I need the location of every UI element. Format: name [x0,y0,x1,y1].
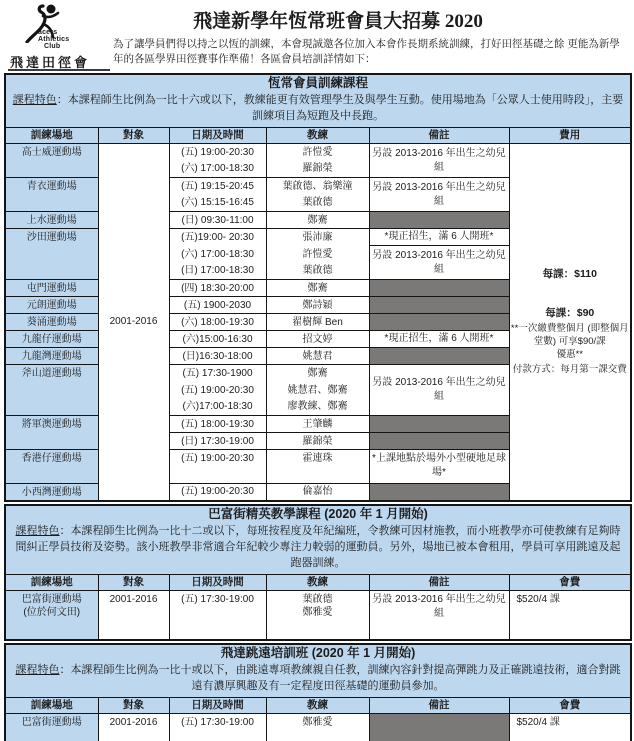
venue-cell: 小西灣運動場 [5,484,98,501]
remark-empty-cell [369,297,509,314]
coach-cell: 鄭騫 [266,212,369,229]
venue-cell: 香港仔運動場 [5,450,98,484]
schedule-cell: (日)16:30-18:00 [169,348,266,365]
target-cell: 2001-2016 [98,591,169,641]
coach-cell: 翟樹輝 Ben [266,314,369,331]
coach-name: 鄭雅愛 [302,607,333,618]
schedule-cell: (五) 19:15-20:45 [169,178,266,195]
table3-header-row [5,698,631,714]
feature-text: ：本課程師生比例為一比十二或以下，每班按程度及年紀編班，令教練可因材施教，而小班教學亦可使教練有足夠時間糾正學員技術及姿勢。該小班教學非常適合年紀較少專注力較弱的運動員。另外，場地已被本會租用，學員可享用跳遠及起跑器訓練。 [15,525,621,569]
col-venue: 訓練場地 [5,698,98,714]
remark-empty-cell [369,433,509,450]
schedule-cell: (六)15:00-16:30 [169,331,266,348]
schedule-cell: (五) 18:00-19:30 [169,416,266,433]
remark-empty-cell [369,314,509,331]
venue-cell: 斧山道運動場 [5,365,98,416]
col-fee: 會費 [509,575,631,591]
venue-cell: 巴富街運動場 [5,714,98,741]
col-fee: 會費 [509,698,631,714]
table-row [5,144,631,161]
venue-cell: 青衣運動場 [5,178,98,212]
fee-per-class-110: 每課：$110 [542,267,597,280]
remark-empty-cell [369,714,509,741]
venue-cell: 屯門運動場 [5,280,98,297]
venue-cell: 九龍仔運動場 [5,331,98,348]
club-name-line: Club [44,43,61,50]
schedule-cell: (六) 17:00-18:30 [169,161,266,178]
table3-title: 飛達跳遠培訓班 (2020 年 1 月開始) [5,644,631,661]
target-cell: 2001-2016 [98,144,169,501]
col-remark: 備註 [369,575,509,591]
col-venue: 訓練場地 [5,575,98,591]
coach-cell: 廖教練、鄭騫 [266,399,369,416]
venue-cell: 上水運動場 [5,212,98,229]
schedule-cell: (日) 09:30-11:00 [169,212,266,229]
col-remark: 備註 [369,698,509,714]
venue-cell: 元朗運動場 [5,297,98,314]
coach-cell: 倫嘉怡 [266,484,369,501]
col-datetime: 日期及時間 [169,575,266,591]
coach-cell: 葉啟德、翁樂潼 [266,178,369,195]
table1-header-row [5,128,631,144]
fee-note: 優惠** [556,348,583,360]
schedule-cell: (五) 17:30-19:00 [169,591,266,641]
feature-label: 課程特色 [15,664,60,676]
coach-cell: 羅錦榮 [266,433,369,450]
schedule-cell: (五) 19:00-20:30 [169,382,266,399]
page-title: 飛達新學年恆常班會員大招募 2020 [193,11,483,32]
col-coach: 教練 [266,698,369,714]
table2-title: 巴富街精英教學課程 (2020 年 1 月開始) [5,505,631,522]
col-target: 對象 [98,698,169,714]
coach-cell [266,591,369,641]
coach-cell: 葉啟德 [266,263,369,280]
col-target: 對象 [98,575,169,591]
schedule-cell: (五) 1900-2030 [169,297,266,314]
schedule-cell: (六) 15:15-16:45 [169,195,266,212]
col-datetime: 日期及時間 [169,698,266,714]
fee-note: **一次繳費整個月 (即整個月堂數) 可享$90/課 [510,322,629,347]
remark-cell: 另設 2013-2016 年出生之幼兒組 [369,178,509,212]
venue-cell: 沙田運動場 [5,229,98,280]
club-name-zh: 飛達田徑會 [10,55,91,70]
feature-text: ：本課程師生比例為一比十或以下，由跳遠專項教練親自任教，訓練內容針對提高彈跳力及正確跳遠技術，適合對跳遠有濃厚興趣及有一定程度田徑基礎的運動員參加。 [59,664,621,692]
coach-cell: 鄭雅愛 [266,714,369,741]
remark-empty-cell [369,416,509,433]
coach-cell: 許愷愛 [266,246,369,263]
remark-cell: *上課地點於場外小型硬地足球場* [369,450,509,484]
coach-cell: 葉啟德 [266,195,369,212]
coach-name: 葉啟德 [302,594,333,605]
coach-cell: 羅錦榮 [266,161,369,178]
col-datetime: 日期及時間 [169,128,266,144]
table-row [5,714,631,741]
fee-cell: $520/4 課 [509,591,631,641]
remark-cell: 另設 2013-2016 年出生之幼兒組 [369,144,509,178]
intro-text: 為了讓學員們得以持之以恆的訓練，本會現誠邀各位加入本會作長期系統訓練，打好田徑基礎之餘 更能為新學年的各區學界田徑賽事作準備！各區會員培訓詳情如下： [113,38,620,65]
feature-label: 課程特色 [12,94,57,106]
remark-cell: 另設 2013-2016 年出生之幼兒組 [369,591,509,641]
regular-training-table [4,73,632,502]
venue-cell [5,591,98,641]
col-fee: 費用 [509,128,631,144]
fee-cell: $520/4 課 [509,714,631,741]
fee-payment: 付款方式：每月第一課交費 [512,363,627,375]
col-target: 對象 [98,128,169,144]
schedule-cell: (六)17:00-18:30 [169,399,266,416]
schedule-cell: (六) 17:00-18:30 [169,246,266,263]
table1-description [5,91,631,128]
schedule-cell: (五) 17:30-19:00 [169,714,266,741]
coach-cell: 鄭騫 [266,280,369,297]
schedule-cell: (五) 19:00-20:30 [169,484,266,501]
table-row [5,591,631,641]
coach-cell: 鄭騫 [266,365,369,382]
coach-cell: 王肇麟 [266,416,369,433]
coach-cell: 鄭詩穎 [266,297,369,314]
remark-cell: 另設 2013-2016 年出生之幼兒組 [369,365,509,416]
remark-empty-cell [369,484,509,501]
col-venue: 訓練場地 [5,128,98,144]
feature-text: ：本課程師生比例為一比十六或以下，教練能更有效管理學生及與學生互動。使用場地為「公眾人士使用時段」，主要訓練項目為短跑及中長跑。 [56,94,624,122]
feature-label: 課程特色 [15,525,60,537]
col-coach: 教練 [266,575,369,591]
fee-per-class-90: 每課：$90 [545,306,595,319]
schedule-cell: (五) 19:00-20:30 [169,450,266,484]
coach-cell: 姚慧君、鄭騫 [266,382,369,399]
elite-course-table [4,504,632,641]
schedule-cell: (五)19:00- 20:30 [169,229,266,246]
target-cell: 2001-2016 [98,714,169,741]
table1-title: 恆常會員訓練課程 [5,74,631,91]
club-name-line: acers [38,29,58,36]
col-remark: 備註 [369,128,509,144]
schedule-cell: (四) 18:30-20:00 [169,280,266,297]
remark-cell: 另設 2013-2016 年出生之幼兒組 [369,246,509,280]
venue-cell: 葵涌運動場 [5,314,98,331]
remark-empty-cell [369,212,509,229]
venue-name: 巴富街運動場 [21,594,82,605]
coach-cell: 許愷愛 [266,144,369,161]
schedule-cell: (五) 19:00-20:30 [169,144,266,161]
coach-cell: 張沛廉 [266,229,369,246]
venue-cell: 九龍灣運動場 [5,348,98,365]
venue-cell: 高士威運動場 [5,144,98,178]
club-name-line: Athletics [38,36,70,43]
table2-header-row [5,575,631,591]
remark-cell: *現正招生，滿 6 人開班* [369,331,509,348]
fee-cell [509,144,631,501]
remark-empty-cell [369,348,509,365]
table3-description [5,661,631,698]
schedule-cell: (五) 17:30-1900 [169,365,266,382]
venue-location: (位於何文田) [23,607,81,618]
schedule-cell: (日) 17:00-18:30 [169,263,266,280]
schedule-cell: (六) 18:00-19:30 [169,314,266,331]
table2-description [5,522,631,575]
coach-cell: 霍連珠 [266,450,369,484]
remark-empty-cell [369,280,509,297]
schedule-cell: (日) 17:30-19:00 [169,433,266,450]
col-coach: 教練 [266,128,369,144]
coach-cell: 招文婷 [266,331,369,348]
long-jump-course-table [4,643,632,741]
remark-cell: *現正招生，滿 6 人開班* [369,229,509,246]
venue-cell: 將軍澳運動場 [5,416,98,450]
coach-cell: 姚慧君 [266,348,369,365]
